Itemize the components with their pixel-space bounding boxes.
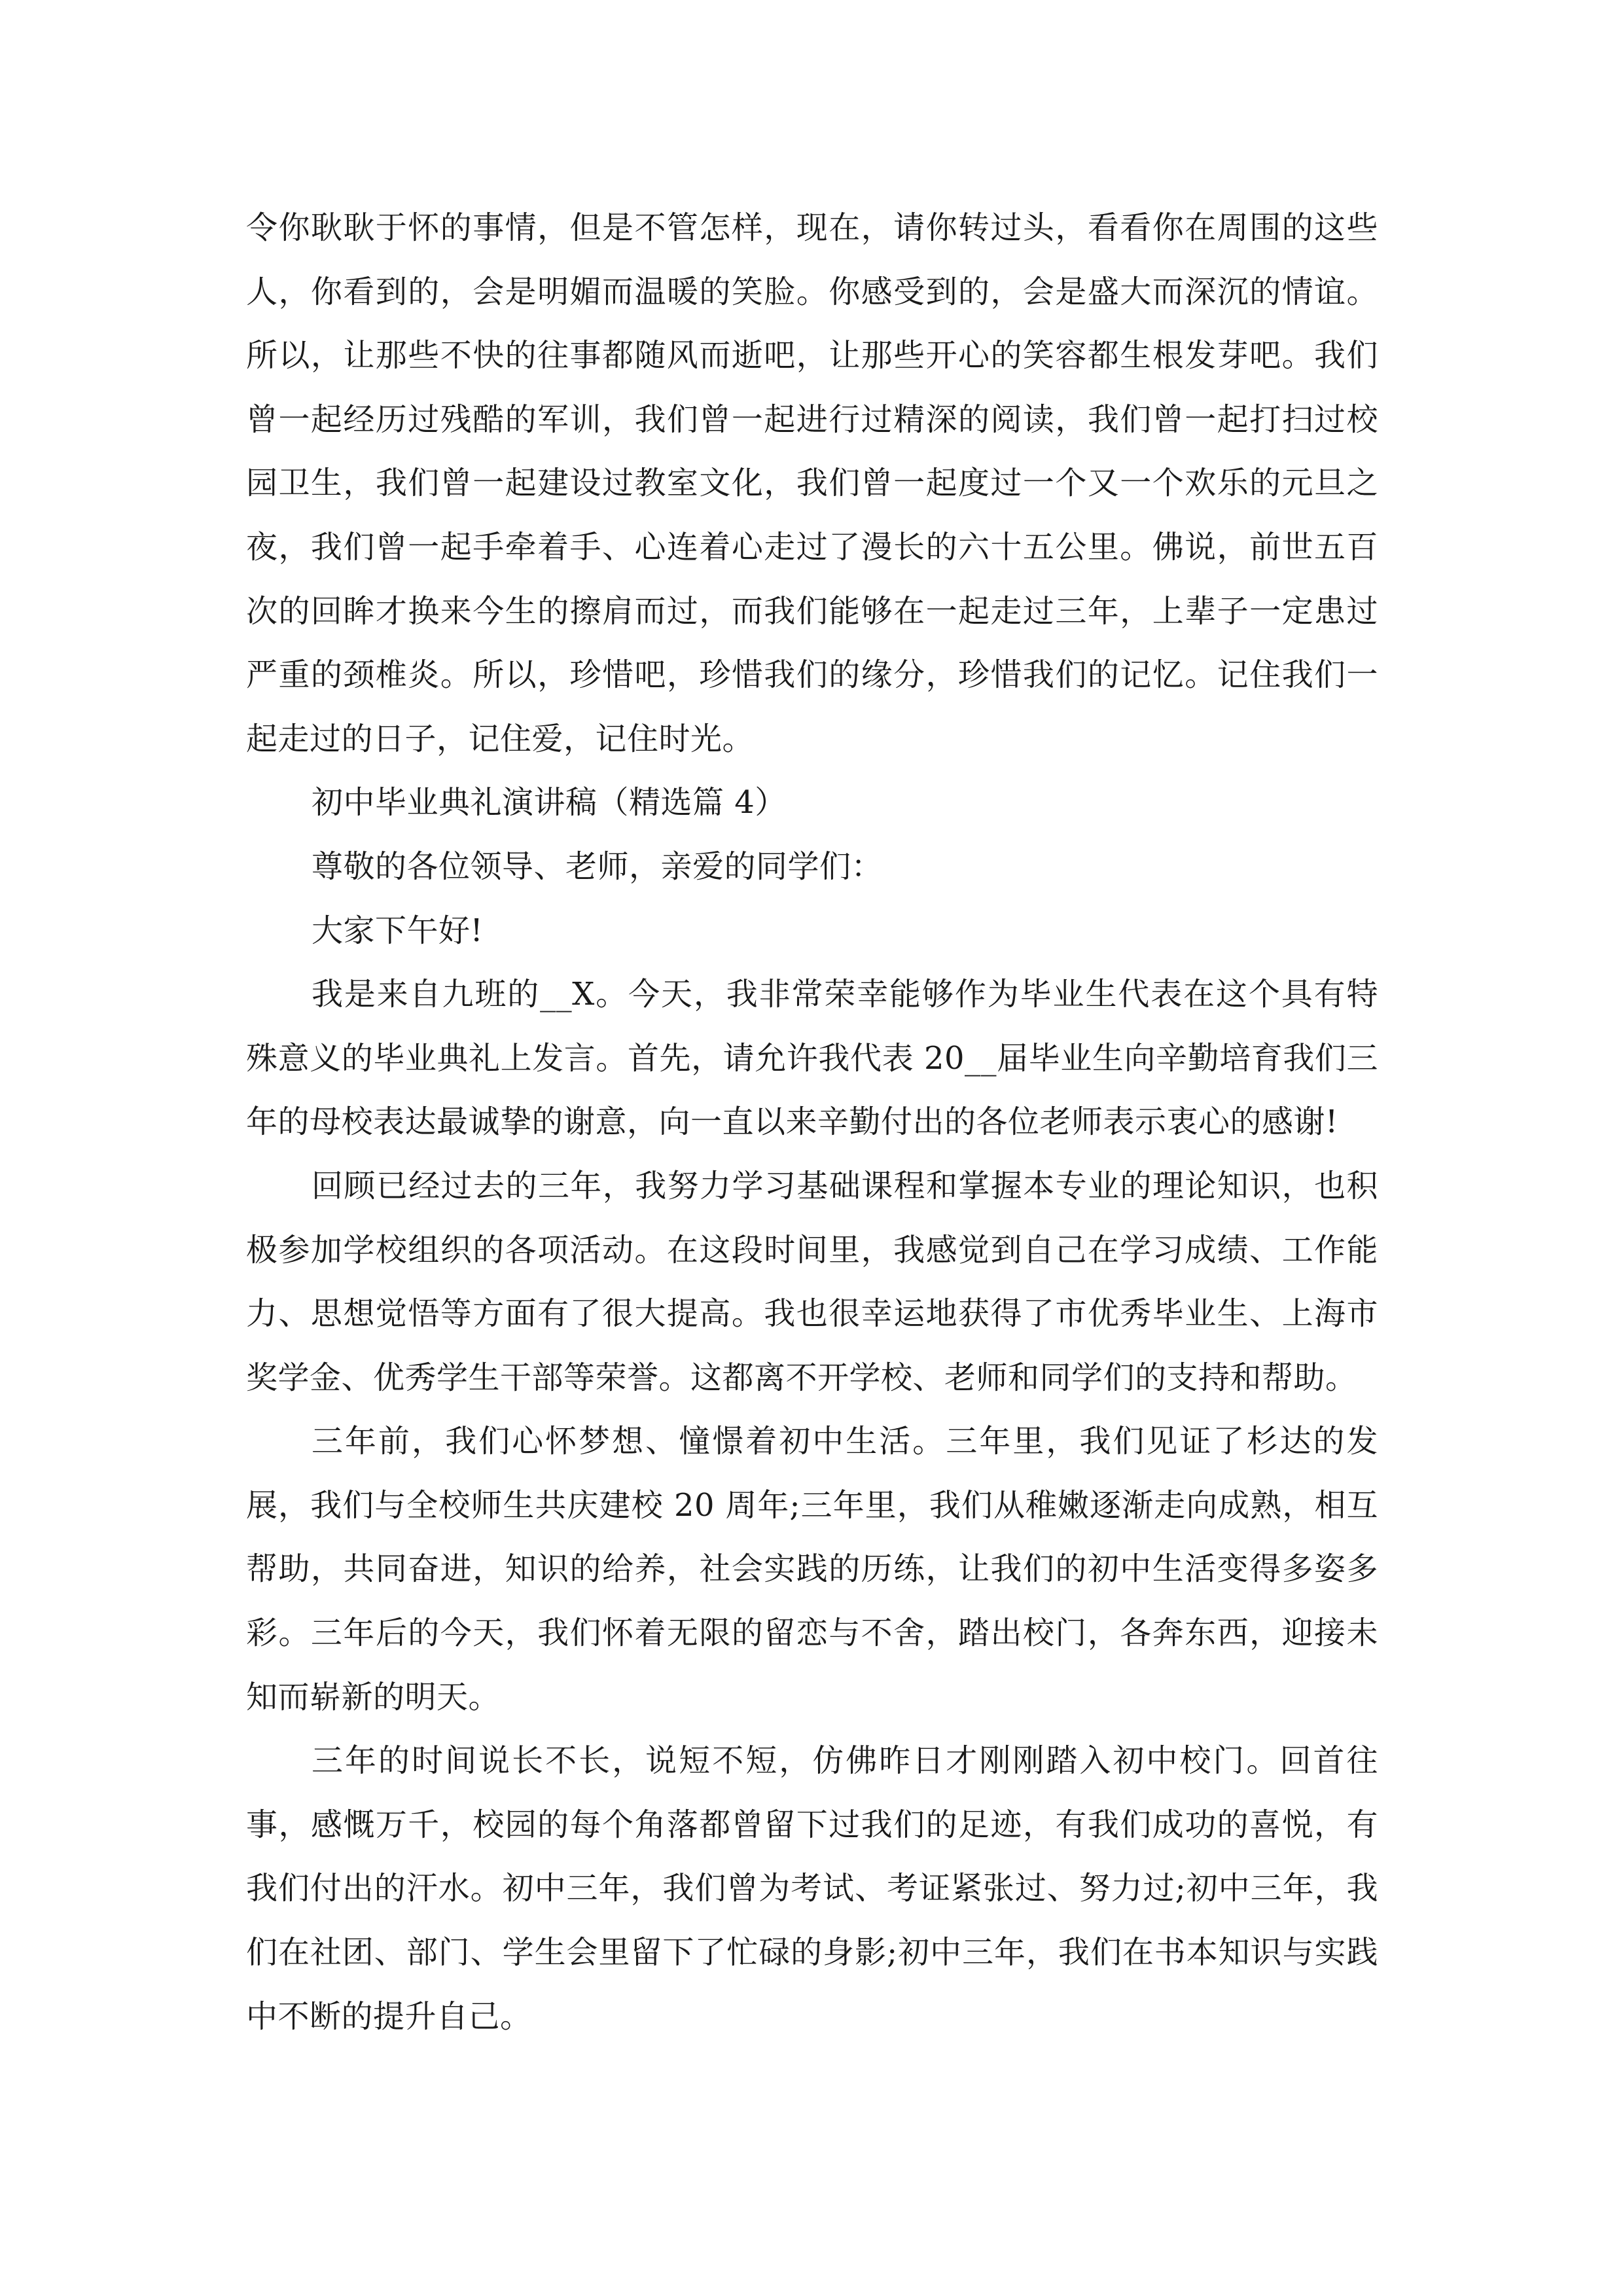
body-paragraph: 令你耿耿于怀的事情，但是不管怎样，现在，请你转过头，看看你在周围的这些人，你看到的，会是明媚而温暖的笑脸。你感受到的，会是盛大而深沉的情谊。所以，让那些不快的往事都随风而逝吧，让那些开心的笑容都生根发芽吧。我们曾一起经历过残酷的军训，我们曾一起进行过精深的阅读，我们曾一起打扫过校园卫生，我们曾一起建设过教室文化，我们曾一起度过一个又一个欢乐的元旦之夜，我们曾一起手牵着手、心连着心走过了漫长的六十五公里。佛说，前世五百次的回眸才换来今生的擦肩而过，而我们能够在一起走过三年，上辈子一定患过严重的颈椎炎。所以，珍惜吧，珍惜我们的缘分，珍惜我们的记忆。记住我们一起走过的日子，记住爱，记住时光。 bbox=[246, 209, 1378, 757]
body-paragraph: 三年前，我们心怀梦想、憧憬着初中生活。三年里，我们见证了杉达的发展，我们与全校师生共庆建校 20 周年;三年里，我们从稚嫩逐渐走向成熟，相互帮助，共同奋进，知识的给养，社会实践的历练，让我们的初中生活变得多姿多彩。三年后的今天，我们怀着无限的留恋与不舍，踏出校门，各奔东西，迎接未知而崭新的明天。 bbox=[246, 1423, 1378, 1715]
document-page bbox=[246, 196, 1378, 2160]
body-paragraph: 回顾已经过去的三年，我努力学习基础课程和掌握本专业的理论知识，也积极参加学校组织的各项活动。在这段时间里，我感觉到自己在学习成绩、工作能力、思想觉悟等方面有了很大提高。我也很幸运地获得了市优秀毕业生、上海市奖学金、优秀学生干部等荣誉。这都离不开学校、老师和同学们的支持和帮助。 bbox=[246, 1167, 1378, 1396]
section-heading: 初中毕业典礼演讲稿（精选篇 4） bbox=[312, 784, 787, 821]
body-paragraph: 三年的时间说长不长，说短不短，仿佛昨日才刚刚踏入初中校门。回首往事，感慨万千，校园的每个角落都曾留下过我们的足迹，有我们成功的喜悦，有我们付出的汗水。初中三年，我们曾为考试、考证紧张过、努力过;初中三年，我们在社团、部门、学生会里留下了忙碌的身影;初中三年，我们在书本知识与实践中不断的提升自己。 bbox=[246, 1742, 1378, 2035]
salutation: 尊敬的各位领导、老师，亲爱的同学们： bbox=[312, 848, 883, 885]
body-paragraph: 我是来自九班的__X。今天，我非常荣幸能够作为毕业生代表在这个具有特殊意义的毕业典礼上发言。首先，请允许我代表 20__届毕业生向辛勤培育我们三年的母校表达最诚挚的谢意，向一直以来辛勤付出的各位老师表示衷心的感谢! bbox=[246, 976, 1378, 1141]
greeting: 大家下午好! bbox=[312, 912, 484, 949]
